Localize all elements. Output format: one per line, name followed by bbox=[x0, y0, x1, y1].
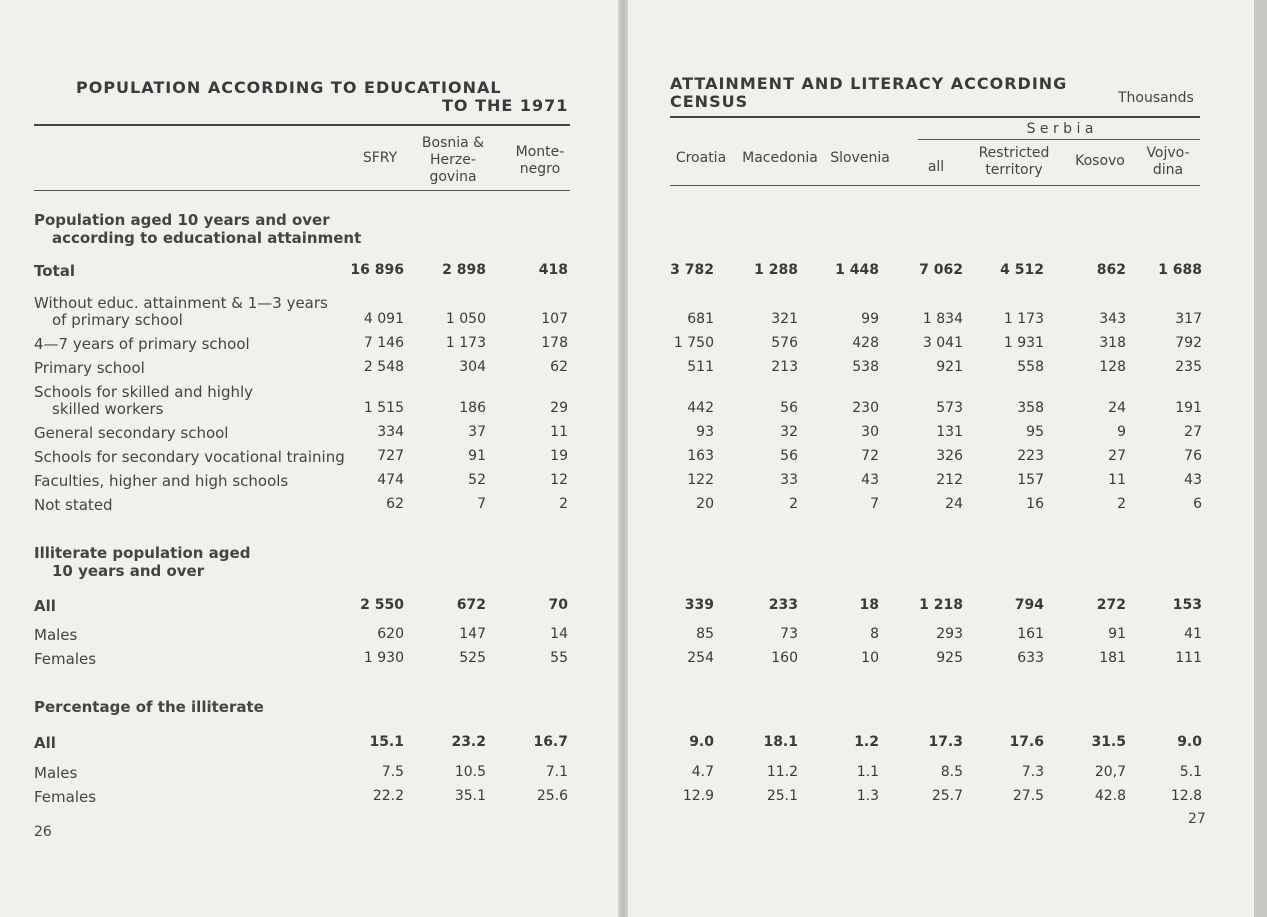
col-header-restricted-2: territory bbox=[985, 162, 1043, 178]
cell-serbia-all: 131 bbox=[936, 424, 963, 440]
cell-croatia: 12.9 bbox=[682, 788, 714, 804]
cell-macedonia: 321 bbox=[771, 311, 798, 327]
cell-montenegro: 70 bbox=[548, 597, 568, 613]
row-label: Not stated bbox=[34, 496, 113, 514]
section-illiterate-heading: Illiterate population aged bbox=[34, 544, 251, 562]
cell-montenegro: 11 bbox=[550, 424, 568, 440]
cell-slovenia: 7 bbox=[870, 496, 879, 512]
serbia-group-rule bbox=[918, 139, 1200, 140]
cell-serbia-all: 7 062 bbox=[919, 262, 963, 278]
row-label: All bbox=[34, 734, 56, 752]
cell-serbia-all: 212 bbox=[936, 472, 963, 488]
cell-serbia-all: 17.3 bbox=[928, 734, 963, 750]
cell-bosnia: 525 bbox=[459, 650, 486, 666]
cell-vojvodina: 191 bbox=[1175, 400, 1202, 416]
cell-restricted-territory: 1 173 bbox=[1003, 311, 1044, 327]
row-label: Total bbox=[34, 262, 75, 280]
cell-slovenia: 30 bbox=[861, 424, 879, 440]
left-title-line2: TO THE 1971 bbox=[442, 96, 569, 115]
cell-kosovo: 27 bbox=[1108, 448, 1126, 464]
cell-restricted-territory: 358 bbox=[1017, 400, 1044, 416]
cell-macedonia: 73 bbox=[780, 626, 798, 642]
cell-macedonia: 33 bbox=[780, 472, 798, 488]
cell-restricted-territory: 558 bbox=[1017, 359, 1044, 375]
cell-croatia: 681 bbox=[687, 311, 714, 327]
cell-slovenia: 10 bbox=[861, 650, 879, 666]
cell-macedonia: 213 bbox=[771, 359, 798, 375]
cell-bosnia: 1 173 bbox=[445, 335, 486, 351]
cell-macedonia: 56 bbox=[780, 448, 798, 464]
right-page bbox=[628, 0, 1254, 917]
cell-croatia: 339 bbox=[684, 597, 714, 613]
cell-montenegro: 2 bbox=[559, 496, 568, 512]
cell-serbia-all: 8.5 bbox=[940, 764, 963, 780]
cell-macedonia: 160 bbox=[771, 650, 798, 666]
cell-croatia: 511 bbox=[687, 359, 714, 375]
cell-sfry: 1 515 bbox=[363, 400, 404, 416]
cell-kosovo: 20,7 bbox=[1094, 764, 1126, 780]
cell-serbia-all: 1 218 bbox=[919, 597, 963, 613]
row-label: Schools for skilled and highly bbox=[34, 383, 254, 401]
cell-kosovo: 42.8 bbox=[1094, 788, 1126, 804]
cell-slovenia: 538 bbox=[852, 359, 879, 375]
cell-restricted-territory: 1 931 bbox=[1003, 335, 1044, 351]
row-label-cont: skilled workers bbox=[52, 400, 164, 418]
row-label: Primary school bbox=[34, 359, 145, 377]
right-title-line1: ATTAINMENT AND LITERACY ACCORDING bbox=[670, 74, 1068, 93]
unit-label: Thousands bbox=[1118, 90, 1194, 106]
cell-vojvodina: 111 bbox=[1175, 650, 1202, 666]
col-header-bosnia-2: Herze- bbox=[430, 152, 476, 168]
cell-sfry: 15.1 bbox=[369, 734, 404, 750]
row-label: Without educ. attainment & 1—3 years bbox=[34, 294, 328, 312]
cell-serbia-all: 24 bbox=[945, 496, 963, 512]
section-illiterate-heading-2: 10 years and over bbox=[52, 562, 205, 580]
cell-sfry: 2 550 bbox=[360, 597, 404, 613]
cell-croatia: 20 bbox=[696, 496, 714, 512]
cell-montenegro: 29 bbox=[550, 400, 568, 416]
row-label: Males bbox=[34, 626, 78, 644]
col-header-macedonia: Macedonia bbox=[742, 150, 818, 166]
cell-montenegro: 418 bbox=[538, 262, 568, 278]
cell-macedonia: 32 bbox=[780, 424, 798, 440]
cell-kosovo: 2 bbox=[1117, 496, 1126, 512]
cell-montenegro: 12 bbox=[550, 472, 568, 488]
cell-kosovo: 128 bbox=[1099, 359, 1126, 375]
cell-slovenia: 1.3 bbox=[856, 788, 879, 804]
cell-sfry: 22.2 bbox=[372, 788, 404, 804]
cell-restricted-territory: 794 bbox=[1014, 597, 1044, 613]
title-rule bbox=[34, 124, 570, 126]
cell-slovenia: 43 bbox=[861, 472, 879, 488]
cell-croatia: 254 bbox=[687, 650, 714, 666]
cell-croatia: 442 bbox=[687, 400, 714, 416]
cell-vojvodina: 235 bbox=[1175, 359, 1202, 375]
cell-serbia-all: 1 834 bbox=[922, 311, 963, 327]
cell-slovenia: 428 bbox=[852, 335, 879, 351]
cell-serbia-all: 25.7 bbox=[931, 788, 963, 804]
header-rule bbox=[34, 190, 570, 191]
cell-croatia: 1 750 bbox=[673, 335, 714, 351]
cell-macedonia: 2 bbox=[789, 496, 798, 512]
cell-bosnia: 35.1 bbox=[454, 788, 486, 804]
cell-vojvodina: 41 bbox=[1184, 626, 1202, 642]
col-header-vojvodina-1: Vojvo- bbox=[1146, 145, 1190, 161]
cell-vojvodina: 43 bbox=[1184, 472, 1202, 488]
cell-macedonia: 576 bbox=[771, 335, 798, 351]
cell-sfry: 727 bbox=[377, 448, 404, 464]
cell-montenegro: 55 bbox=[550, 650, 568, 666]
cell-sfry: 334 bbox=[377, 424, 404, 440]
row-label: 4—7 years of primary school bbox=[34, 335, 250, 353]
col-header-slovenia: Slovenia bbox=[830, 150, 890, 166]
cell-restricted-territory: 161 bbox=[1017, 626, 1044, 642]
cell-kosovo: 343 bbox=[1099, 311, 1126, 327]
cell-kosovo: 31.5 bbox=[1091, 734, 1126, 750]
row-label: Schools for secondary vocational training bbox=[34, 448, 345, 466]
cell-bosnia: 672 bbox=[456, 597, 486, 613]
col-header-kosovo: Kosovo bbox=[1075, 153, 1125, 169]
cell-sfry: 7 146 bbox=[363, 335, 404, 351]
cell-montenegro: 62 bbox=[550, 359, 568, 375]
col-header-restricted-1: Restricted bbox=[978, 145, 1050, 161]
header-rule bbox=[670, 185, 1200, 186]
cell-montenegro: 25.6 bbox=[536, 788, 568, 804]
cell-macedonia: 11.2 bbox=[766, 764, 798, 780]
cell-sfry: 1 930 bbox=[363, 650, 404, 666]
cell-macedonia: 56 bbox=[780, 400, 798, 416]
cell-croatia: 85 bbox=[696, 626, 714, 642]
col-header-serbia-all: all bbox=[927, 159, 945, 175]
cell-macedonia: 18.1 bbox=[763, 734, 798, 750]
cell-vojvodina: 76 bbox=[1184, 448, 1202, 464]
cell-restricted-territory: 16 bbox=[1026, 496, 1044, 512]
cell-serbia-all: 921 bbox=[936, 359, 963, 375]
col-header-vojvodina-2: dina bbox=[1152, 162, 1184, 178]
cell-sfry: 7.5 bbox=[381, 764, 404, 780]
cell-kosovo: 9 bbox=[1117, 424, 1126, 440]
cell-bosnia: 304 bbox=[459, 359, 486, 375]
cell-macedonia: 25.1 bbox=[766, 788, 798, 804]
cell-vojvodina: 5.1 bbox=[1179, 764, 1202, 780]
row-label-cont: of primary school bbox=[52, 311, 183, 329]
serbia-group-header: S e r b i a bbox=[1026, 121, 1094, 137]
cell-slovenia: 1.1 bbox=[856, 764, 879, 780]
cell-restricted-territory: 633 bbox=[1017, 650, 1044, 666]
cell-kosovo: 272 bbox=[1096, 597, 1126, 613]
cell-sfry: 16 896 bbox=[350, 262, 404, 278]
cell-croatia: 93 bbox=[696, 424, 714, 440]
col-header-bosnia-1: Bosnia & bbox=[421, 135, 485, 151]
row-label: All bbox=[34, 597, 56, 615]
cell-croatia: 4.7 bbox=[691, 764, 714, 780]
cell-bosnia: 1 050 bbox=[445, 311, 486, 327]
col-header-montenegro-1: Monte- bbox=[515, 144, 565, 160]
row-label: Males bbox=[34, 764, 78, 782]
cell-sfry: 620 bbox=[377, 626, 404, 642]
cell-restricted-territory: 27.5 bbox=[1012, 788, 1044, 804]
cell-macedonia: 1 288 bbox=[754, 262, 798, 278]
cell-restricted-territory: 223 bbox=[1017, 448, 1044, 464]
cell-bosnia: 91 bbox=[468, 448, 486, 464]
cell-slovenia: 230 bbox=[852, 400, 879, 416]
cell-montenegro: 178 bbox=[541, 335, 568, 351]
cell-bosnia: 186 bbox=[459, 400, 486, 416]
cell-sfry: 62 bbox=[386, 496, 404, 512]
cell-vojvodina: 153 bbox=[1172, 597, 1202, 613]
cell-vojvodina: 792 bbox=[1175, 335, 1202, 351]
right-title-line2: CENSUS bbox=[670, 92, 749, 111]
cell-croatia: 163 bbox=[687, 448, 714, 464]
cell-kosovo: 862 bbox=[1096, 262, 1126, 278]
cell-sfry: 474 bbox=[377, 472, 404, 488]
book-gutter bbox=[618, 0, 628, 917]
cell-vojvodina: 9.0 bbox=[1177, 734, 1202, 750]
cell-kosovo: 91 bbox=[1108, 626, 1126, 642]
cell-bosnia: 147 bbox=[459, 626, 486, 642]
left-page bbox=[0, 0, 618, 917]
cell-croatia: 9.0 bbox=[689, 734, 714, 750]
row-label: General secondary school bbox=[34, 424, 229, 442]
cell-kosovo: 11 bbox=[1108, 472, 1126, 488]
row-label: Females bbox=[34, 788, 97, 806]
cell-serbia-all: 3 041 bbox=[922, 335, 963, 351]
cell-restricted-territory: 4 512 bbox=[1000, 262, 1044, 278]
cell-bosnia: 23.2 bbox=[451, 734, 486, 750]
cell-serbia-all: 925 bbox=[936, 650, 963, 666]
left-title-line1: POPULATION ACCORDING TO EDUCATIONAL bbox=[76, 78, 502, 97]
cell-slovenia: 1 448 bbox=[835, 262, 879, 278]
cell-montenegro: 7.1 bbox=[545, 764, 568, 780]
col-header-bosnia-3: govina bbox=[429, 169, 477, 185]
row-label: Females bbox=[34, 650, 97, 668]
cell-montenegro: 19 bbox=[550, 448, 568, 464]
cell-bosnia: 37 bbox=[468, 424, 486, 440]
cell-slovenia: 18 bbox=[859, 597, 879, 613]
cell-montenegro: 16.7 bbox=[533, 734, 568, 750]
cell-sfry: 2 548 bbox=[363, 359, 404, 375]
cell-bosnia: 2 898 bbox=[442, 262, 486, 278]
cell-macedonia: 233 bbox=[768, 597, 798, 613]
cell-slovenia: 99 bbox=[861, 311, 879, 327]
cell-restricted-territory: 157 bbox=[1017, 472, 1044, 488]
cell-vojvodina: 317 bbox=[1175, 311, 1202, 327]
cell-croatia: 122 bbox=[687, 472, 714, 488]
cell-croatia: 3 782 bbox=[670, 262, 714, 278]
cell-vojvodina: 27 bbox=[1184, 424, 1202, 440]
cell-slovenia: 72 bbox=[861, 448, 879, 464]
section-attainment-heading-2: according to educational attainment bbox=[52, 229, 362, 247]
cell-sfry: 4 091 bbox=[363, 311, 404, 327]
title-rule bbox=[670, 116, 1200, 118]
cell-bosnia: 7 bbox=[477, 496, 486, 512]
cell-slovenia: 1.2 bbox=[854, 734, 879, 750]
col-header-montenegro-2: negro bbox=[519, 161, 561, 177]
section-percentage-heading: Percentage of the illiterate bbox=[34, 698, 264, 716]
page-number-left: 26 bbox=[34, 824, 52, 840]
cell-slovenia: 8 bbox=[870, 626, 879, 642]
cell-vojvodina: 1 688 bbox=[1158, 262, 1202, 278]
cell-serbia-all: 573 bbox=[936, 400, 963, 416]
cell-vojvodina: 12.8 bbox=[1170, 788, 1202, 804]
cell-montenegro: 14 bbox=[550, 626, 568, 642]
row-label: Faculties, higher and high schools bbox=[34, 472, 289, 490]
cell-bosnia: 10.5 bbox=[454, 764, 486, 780]
cell-serbia-all: 326 bbox=[936, 448, 963, 464]
cell-serbia-all: 293 bbox=[936, 626, 963, 642]
cell-bosnia: 52 bbox=[468, 472, 486, 488]
cell-kosovo: 318 bbox=[1099, 335, 1126, 351]
cell-restricted-territory: 95 bbox=[1026, 424, 1044, 440]
cell-restricted-territory: 17.6 bbox=[1009, 734, 1044, 750]
cell-kosovo: 181 bbox=[1099, 650, 1126, 666]
cell-restricted-territory: 7.3 bbox=[1021, 764, 1044, 780]
col-header-sfry: SFRY bbox=[362, 150, 398, 166]
page-number-right: 27 bbox=[1188, 811, 1206, 827]
cell-montenegro: 107 bbox=[541, 311, 568, 327]
cell-kosovo: 24 bbox=[1108, 400, 1126, 416]
col-header-croatia: Croatia bbox=[675, 150, 727, 166]
section-attainment-heading: Population aged 10 years and over bbox=[34, 211, 330, 229]
cell-vojvodina: 6 bbox=[1193, 496, 1202, 512]
